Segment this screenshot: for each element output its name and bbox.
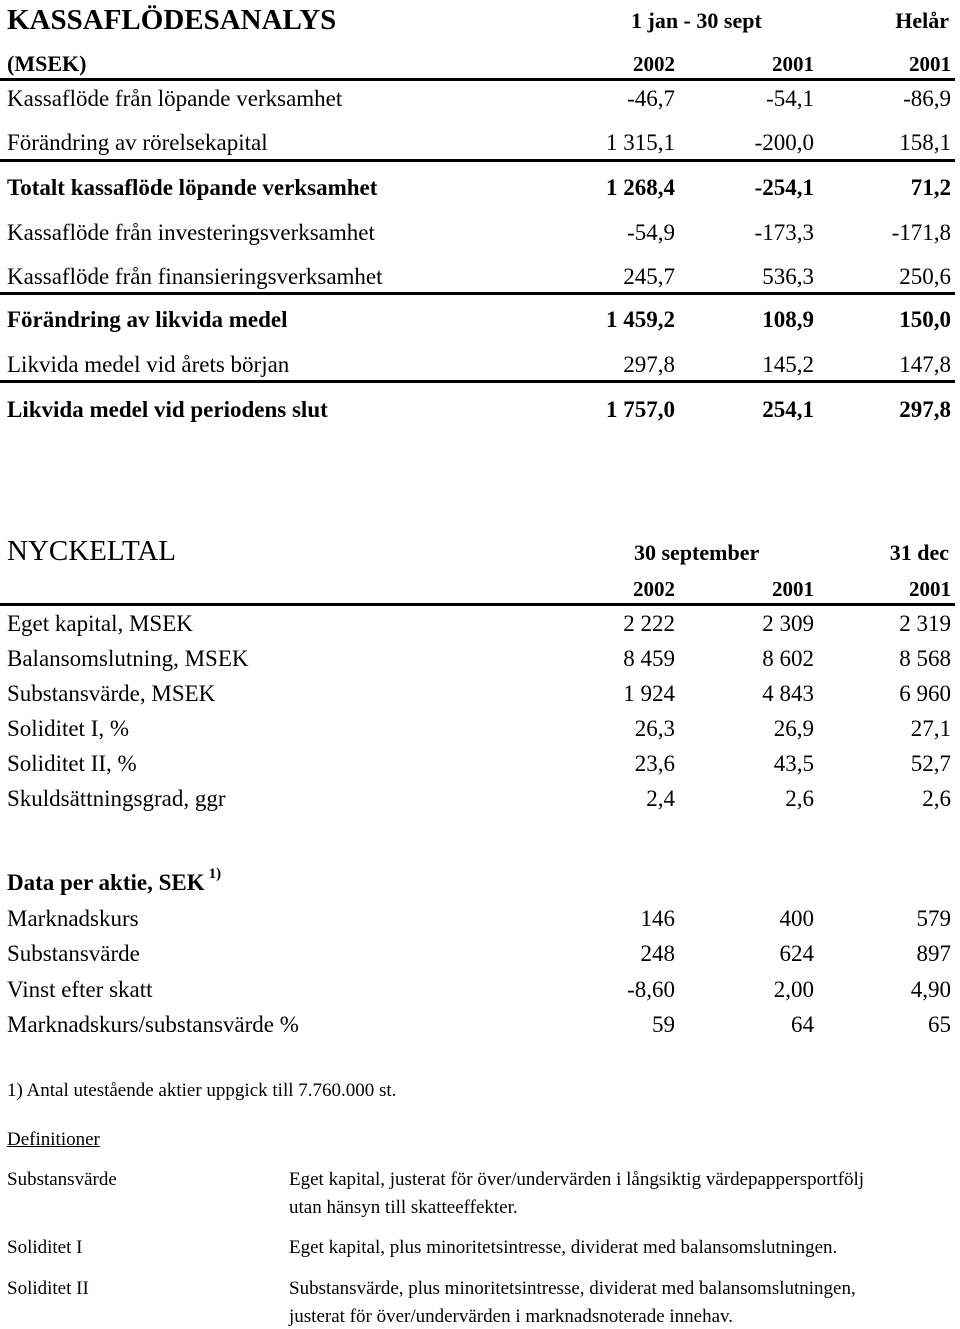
cell-value: 400 — [779, 906, 814, 931]
divider — [0, 159, 955, 162]
key-ratios-period-header: 30 september — [634, 540, 760, 565]
definition-term: Soliditet I — [7, 1237, 83, 1258]
cell-value: -8,60 — [627, 977, 675, 1002]
cell-value: 146 — [640, 906, 675, 931]
year-header: 2002 — [633, 577, 675, 601]
table-row — [0, 86, 960, 112]
cell-value: 1 268,4 — [606, 175, 675, 200]
cell-value: 59 — [652, 1012, 675, 1037]
cell-value: 536,3 — [762, 264, 814, 289]
cell-value: -46,7 — [627, 86, 675, 111]
cell-value: 52,7 — [910, 751, 951, 776]
table-row — [0, 681, 960, 707]
cell-value: 897 — [916, 941, 951, 966]
year-header: 2001 — [909, 52, 951, 76]
cell-value: 26,9 — [773, 716, 814, 741]
row-label: Marknadskurs — [7, 906, 139, 931]
row-label: Vinst efter skatt — [7, 977, 153, 1002]
cell-value: -54,9 — [627, 220, 675, 245]
cell-value: 158,1 — [899, 130, 951, 155]
cell-value: 579 — [916, 906, 951, 931]
cell-value: 1 924 — [623, 681, 675, 706]
row-label: Soliditet II, % — [7, 751, 137, 776]
table-row — [0, 264, 960, 290]
row-label: Soliditet I, % — [7, 716, 130, 741]
key-ratios-year-end-header: 31 dec — [889, 540, 949, 565]
per-share-title-text: Data per aktie, SEK — [7, 870, 205, 895]
row-label: Kassaflöde från investeringsverksamhet — [7, 220, 375, 245]
row-label: Skuldsättningsgrad, ggr — [7, 786, 226, 811]
footnote-marker: 1) — [208, 866, 222, 882]
cell-value: 27,1 — [910, 716, 951, 741]
cell-value: 624 — [779, 941, 814, 966]
cell-value: -200,0 — [754, 130, 814, 155]
table-row — [0, 175, 960, 201]
definition-text: Substansvärde, plus minoritetsintresse, dividerat med balansomslutningen, — [289, 1278, 856, 1299]
definition-term: Substansvärde — [7, 1169, 117, 1190]
cell-value: 250,6 — [899, 264, 951, 289]
cell-value: 23,6 — [634, 751, 675, 776]
cell-value: 2 222 — [623, 611, 675, 636]
divider — [0, 292, 955, 295]
cell-value: 245,7 — [623, 264, 675, 289]
cashflow-title: KASSAFLÖDESANALYS — [7, 4, 337, 36]
table-row — [0, 220, 960, 246]
row-label: Kassaflöde från löpande verksamhet — [7, 86, 343, 111]
cell-value: 2,6 — [922, 786, 951, 811]
cell-value: 2,00 — [773, 977, 814, 1002]
definition-text: justerat för över/undervärden i marknadsnoterade innehav. — [289, 1306, 734, 1327]
cell-value: 71,2 — [910, 175, 951, 200]
table-row — [0, 352, 960, 378]
cell-value: 1 459,2 — [606, 307, 675, 332]
row-label: Marknadskurs/substansvärde % — [7, 1012, 299, 1037]
cell-value: 108,9 — [762, 307, 814, 332]
cell-value: 145,2 — [762, 352, 814, 377]
divider — [0, 603, 955, 606]
table-row — [0, 716, 960, 742]
cell-value: 1 315,1 — [606, 130, 675, 155]
row-label: Förändring av rörelsekapital — [7, 130, 268, 155]
cell-value: 2 309 — [762, 611, 814, 636]
cell-value: 297,8 — [623, 352, 675, 377]
table-row — [0, 1012, 960, 1038]
definitions-title: Definitioner — [7, 1129, 100, 1150]
year-header: 2001 — [772, 577, 814, 601]
cell-value: -86,9 — [903, 86, 951, 111]
year-header: 2001 — [772, 52, 814, 76]
cell-value: 2,4 — [646, 786, 675, 811]
cell-value: 65 — [928, 1012, 951, 1037]
row-label: Eget kapital, MSEK — [7, 611, 193, 636]
table-row — [0, 941, 960, 967]
cell-value: 8 602 — [762, 646, 814, 671]
table-row — [0, 611, 960, 637]
cell-value: 4 843 — [762, 681, 814, 706]
key-ratios-title: NYCKELTAL — [7, 535, 176, 567]
key-ratios-year-header-row — [0, 576, 960, 602]
year-header: 2001 — [909, 577, 951, 601]
divider — [0, 78, 955, 81]
cell-value: -173,3 — [754, 220, 814, 245]
cell-value: 2 319 — [899, 611, 951, 636]
row-label: Kassaflöde från finansieringsverksamhet — [7, 264, 383, 289]
cell-value: 4,90 — [910, 977, 951, 1002]
cell-value: 150,0 — [899, 307, 951, 332]
table-row — [0, 307, 960, 333]
row-label: Likvida medel vid årets början — [7, 352, 290, 377]
row-label: Förändring av likvida medel — [7, 307, 288, 332]
table-row — [0, 751, 960, 777]
row-label: Substansvärde, MSEK — [7, 681, 216, 706]
per-share-title — [7, 866, 222, 896]
unit-label: (MSEK) — [7, 51, 87, 76]
cell-value: 297,8 — [899, 397, 951, 422]
table-row — [0, 786, 960, 812]
cashflow-year-header-row — [0, 51, 960, 77]
cell-value: 1 757,0 — [606, 397, 675, 422]
cell-value: 248 — [640, 941, 675, 966]
definition-text: utan hänsyn till skatteeffekter. — [289, 1197, 518, 1218]
footnote: 1) Antal utestående aktier uppgick till 7.760.000 st. — [7, 1080, 397, 1101]
divider — [0, 380, 955, 383]
table-row — [0, 906, 960, 932]
table-row — [0, 130, 960, 156]
cell-value: 6 960 — [899, 681, 951, 706]
year-header: 2002 — [633, 52, 675, 76]
cell-value: 8 568 — [899, 646, 951, 671]
definition-text: Eget kapital, justerat för över/undervärden i långsiktig värdepappersportfölj — [289, 1169, 865, 1190]
row-label: Substansvärde — [7, 941, 140, 966]
cell-value: -171,8 — [891, 220, 951, 245]
cell-value: 64 — [791, 1012, 814, 1037]
definition-text: Eget kapital, plus minoritetsintresse, dividerat med balansomslutningen. — [289, 1237, 838, 1258]
table-row — [0, 977, 960, 1003]
row-label: Likvida medel vid periodens slut — [7, 397, 328, 422]
cell-value: 2,6 — [785, 786, 814, 811]
cell-value: -254,1 — [754, 175, 814, 200]
cashflow-period-header: 1 jan - 30 sept — [631, 8, 762, 33]
cashflow-full-year-header: Helår — [895, 8, 949, 33]
cell-value: -54,1 — [766, 86, 814, 111]
table-row — [0, 397, 960, 423]
cell-value: 43,5 — [773, 751, 814, 776]
cell-value: 147,8 — [899, 352, 951, 377]
row-label: Balansomslutning, MSEK — [7, 646, 249, 671]
cell-value: 26,3 — [634, 716, 675, 741]
table-row — [0, 646, 960, 672]
definition-term: Soliditet II — [7, 1278, 89, 1299]
cell-value: 254,1 — [762, 397, 814, 422]
row-label: Totalt kassaflöde löpande verksamhet — [7, 175, 378, 200]
cell-value: 8 459 — [623, 646, 675, 671]
